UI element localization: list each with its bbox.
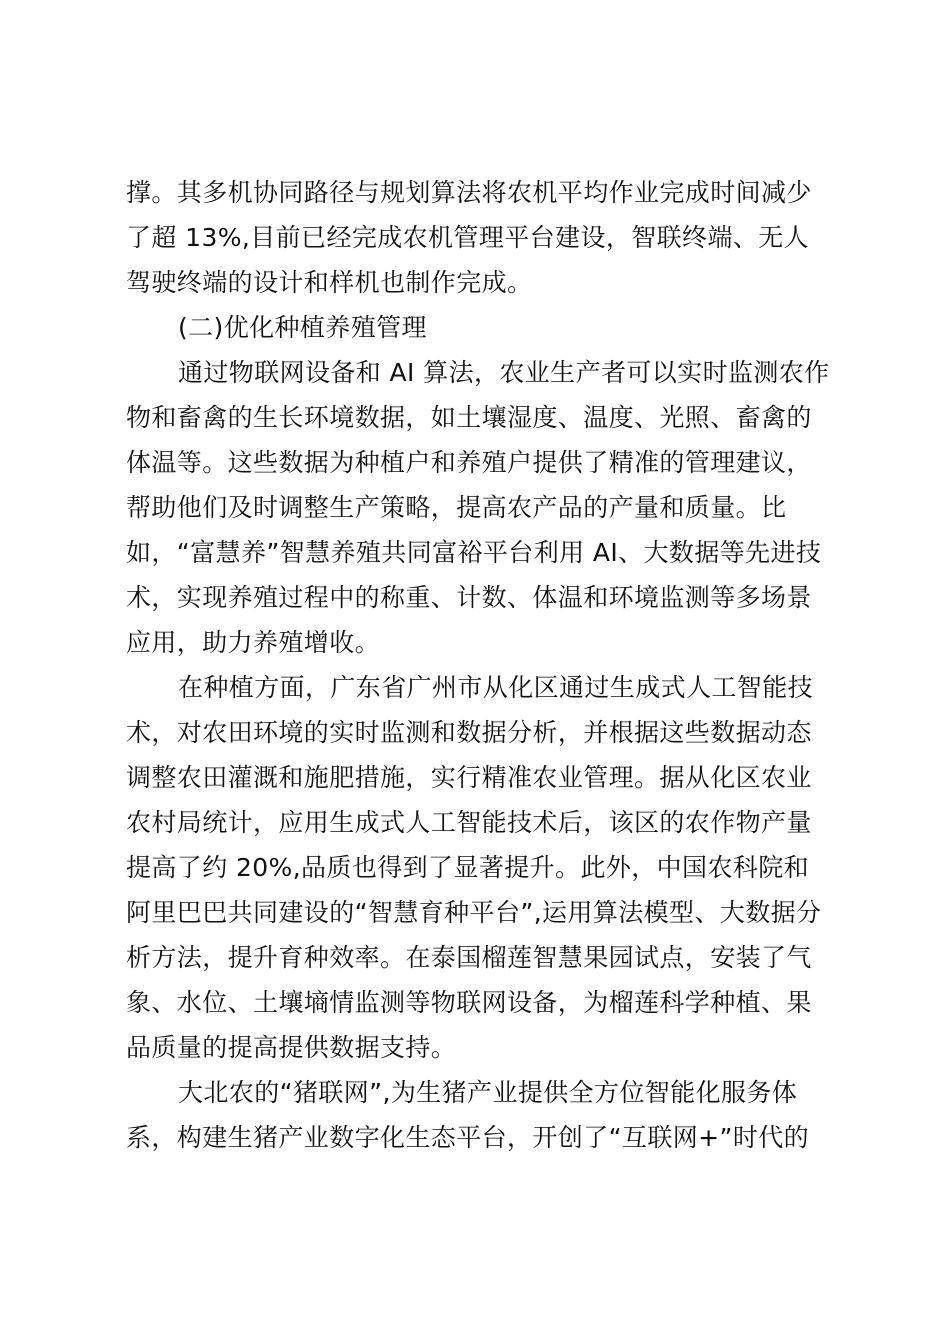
text-line: 物和畜禽的生长环境数据，如土壤湿度、温度、光照、畜禽的	[126, 403, 812, 432]
text-line: 驾驶终端的设计和样机也制作完成。	[126, 268, 533, 297]
text-line: 帮助他们及时调整生产策略，提高农产品的产量和质量。比	[126, 493, 787, 522]
text-line: 调整农田灌溉和施肥措施，实行精准农业管理。据从化区农业	[126, 763, 812, 792]
text-line: 应用，助力养殖增收。	[126, 628, 381, 657]
text-line: 提高了约 20%,品质也得到了显著提升。此外，中国农科院和	[126, 853, 810, 882]
text-line: 大北农的“猪联网”,为生猪产业提供全方位智能化服务体	[178, 1078, 798, 1107]
text-line: 阿里巴巴共同建设的“智慧育种平台”,运用算法模型、大数据分	[126, 898, 822, 927]
text-line: 撑。其多机协同路径与规划算法将农机平均作业完成时间减少	[126, 178, 812, 207]
text-line: 了超 13%,目前已经完成农机管理平台建设，智联终端、无人	[126, 223, 810, 252]
text-line: 象、水位、土壤墒情监测等物联网设备，为榴莲科学种植、果	[126, 988, 812, 1017]
text-line: 如，“富慧养”智慧养殖共同富裕平台利用 AI、大数据等先进技	[126, 538, 822, 567]
text-line: 农村局统计，应用生成式人工智能技术后，该区的农作物产量	[126, 808, 812, 837]
text-line: 析方法，提升育种效率。在泰国榴莲智慧果园试点，安装了气	[126, 943, 812, 972]
text-line: 通过物联网设备和 AI 算法，农业生产者可以实时监测农作	[178, 358, 830, 387]
text-line: 品质量的提高提供数据支持。	[126, 1033, 457, 1062]
text-line: 术，对农田环境的实时监测和数据分析，并根据这些数据动态	[126, 718, 812, 747]
section-heading-text: (二)优化种植养殖管理	[178, 313, 427, 342]
text-line: 术，实现养殖过程中的称重、计数、体温和环境监测等多场景	[126, 583, 812, 612]
text-line: 体温等。这些数据为种植户和养殖户提供了精准的管理建议，	[126, 448, 812, 477]
text-line: 系，构建生猪产业数字化生态平台，开创了“互联网+”时代的	[126, 1123, 810, 1152]
text-line: 在种植方面，广东省广州市从化区通过生成式人工智能技	[178, 673, 814, 702]
